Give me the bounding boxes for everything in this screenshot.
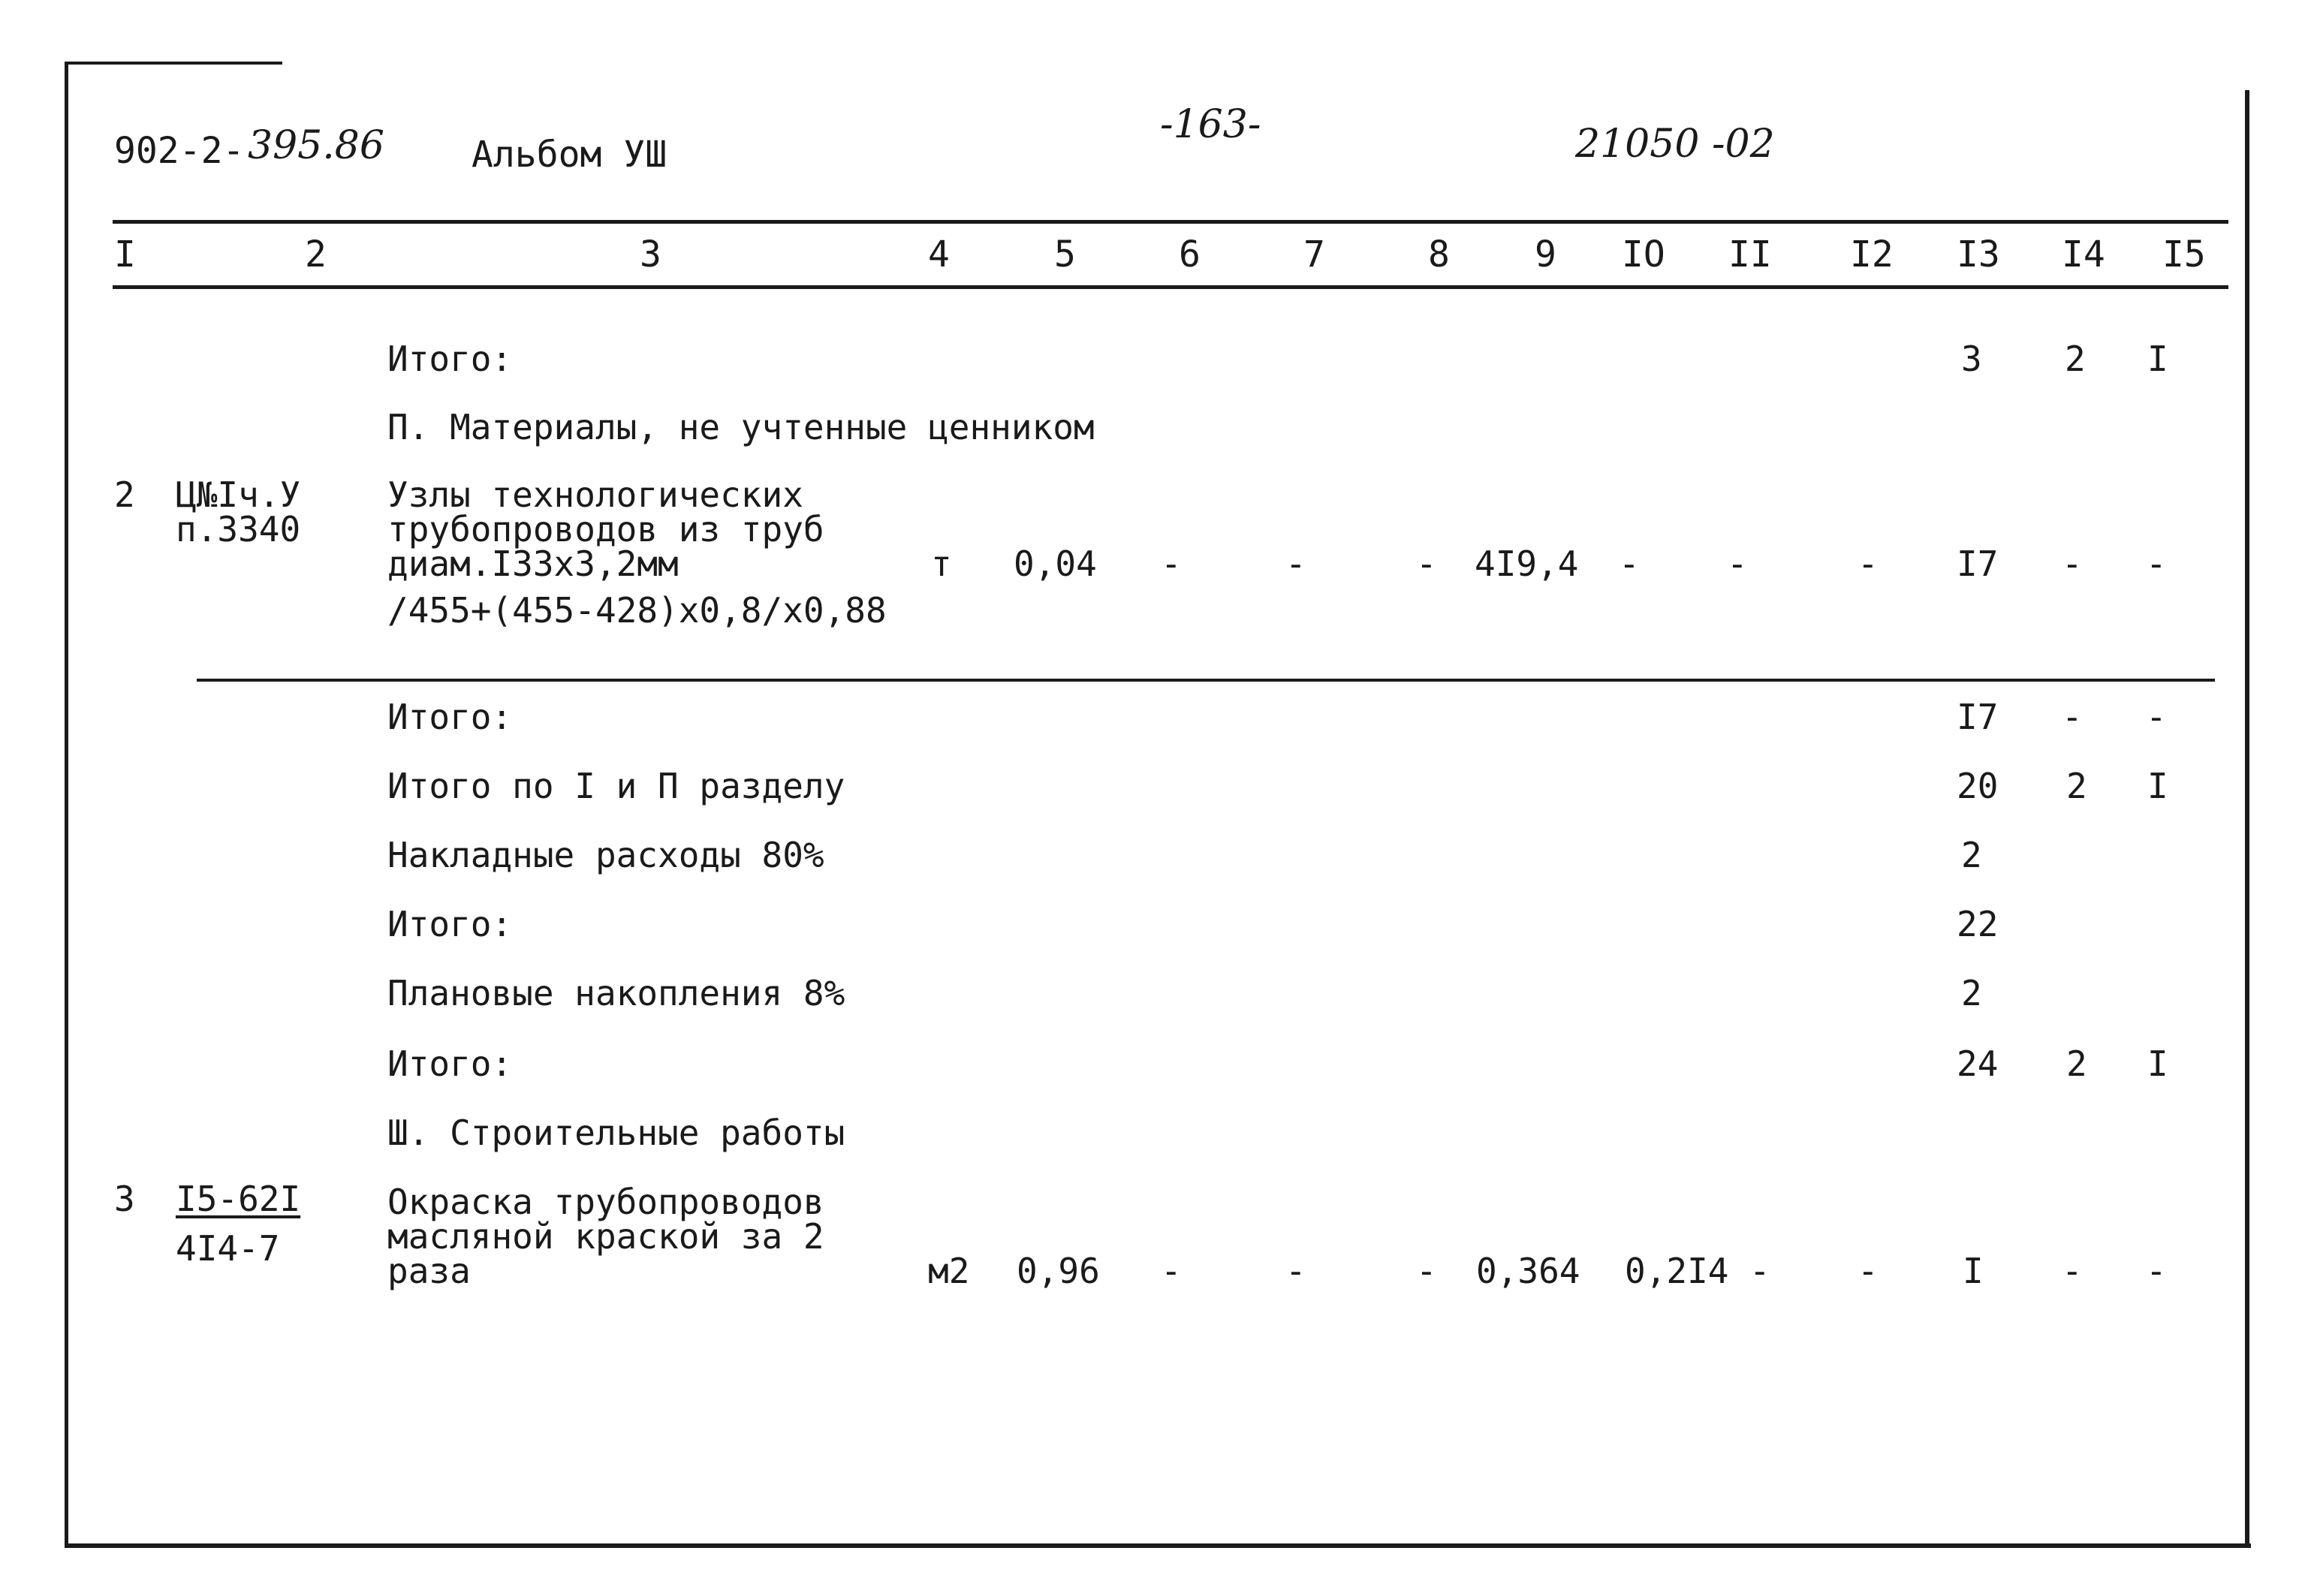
description-line: масляной краской за 2 [387, 1216, 824, 1257]
cell-col12: - [1858, 544, 1879, 584]
col-header-7: 7 [1303, 233, 1325, 276]
row-number: 3 [114, 1179, 135, 1219]
cell-col9: 0,364 [1476, 1251, 1580, 1291]
cell-col6: - [1161, 544, 1182, 584]
col-header-3: 3 [640, 233, 661, 276]
cell-col15: - [2146, 697, 2167, 737]
row-label: Плановые накопления 8% [387, 973, 845, 1013]
row-label: Накладные расходы 80% [387, 835, 824, 875]
section-title: П. Материалы, не учтенные ценником [387, 407, 1095, 447]
cell-col13: 22 [1957, 904, 1999, 944]
cell-col14: - [2062, 544, 2083, 584]
item-code-line: I5-62I [176, 1179, 301, 1219]
section-title: Ш. Строительные работы [387, 1113, 845, 1153]
col-header-10: IO [1622, 233, 1665, 276]
cell-col14: - [2062, 697, 2083, 737]
row-label: Итого по I и П разделу [387, 766, 845, 806]
cell-col14: - [2062, 1251, 2083, 1291]
item-code-line: 4I4-7 [176, 1228, 280, 1269]
description-line: раза [387, 1251, 471, 1291]
doc-code-handwritten: 395.86 [248, 123, 384, 168]
cell-col10: - [1619, 544, 1640, 584]
cell-col15: - [2146, 1251, 2167, 1291]
cell-col8: - [1416, 544, 1437, 584]
frame-right [2245, 90, 2249, 1546]
header-rule-top [113, 220, 2228, 224]
cell-col6: - [1161, 1251, 1182, 1291]
doc-code: 902-2- [114, 130, 245, 172]
item-code-line: п.3340 [176, 509, 301, 550]
item-code-line: Ц№Iч.У [176, 474, 301, 515]
cell-col15: I [2147, 1043, 2168, 1084]
row-label: Итого: [387, 904, 513, 944]
cell-unit: т [931, 544, 952, 584]
col-header-1: I [114, 233, 136, 276]
row-label: Итого: [387, 1043, 513, 1084]
cell-col15: I [2147, 766, 2168, 806]
cell-qty: 0,04 [1014, 544, 1097, 584]
separator-rule [197, 679, 2215, 682]
cell-col13: 24 [1957, 1043, 1999, 1084]
cell-col13: I7 [1957, 697, 1999, 737]
row-label: Итого: [387, 339, 513, 379]
col-header-5: 5 [1054, 233, 1076, 276]
frame-bottom [65, 1543, 2251, 1548]
col-header-2: 2 [305, 233, 327, 276]
page-number: -163- [1160, 102, 1261, 147]
estimate-number: 21050 -02 [1575, 122, 1775, 167]
cell-col12: - [1858, 1251, 1879, 1291]
col-header-11: II [1728, 233, 1772, 276]
col-header-14: I4 [2062, 233, 2105, 276]
col-header-15: I5 [2162, 233, 2206, 276]
description-line: Окраска трубопроводов [387, 1182, 824, 1222]
item-description [387, 474, 824, 584]
cell-col14: 2 [2066, 766, 2087, 806]
col-header-9: 9 [1535, 233, 1556, 276]
frame-left [65, 62, 68, 1548]
description-line: диам.I33x3,2мм [387, 544, 679, 584]
col-header-8: 8 [1428, 233, 1450, 276]
cell-col14: 2 [2066, 1043, 2087, 1084]
cell-col13: 2 [1961, 973, 1982, 1013]
col-header-12: I2 [1850, 233, 1894, 276]
album-label: Альбом УШ [472, 134, 667, 176]
cell-col13: 20 [1957, 766, 1999, 806]
cell-unit: м2 [928, 1251, 970, 1291]
cell-col13: I7 [1957, 544, 1999, 584]
cell-col7: - [1285, 544, 1306, 584]
cell-col15: - [2146, 544, 2167, 584]
col-header-13: I3 [1957, 233, 2000, 276]
header-rule-bottom [113, 285, 2228, 289]
cell-col11: - [1749, 1251, 1770, 1291]
cell-col9: 4I9,4 [1475, 544, 1579, 584]
cell-col13: 3 [1961, 339, 1982, 379]
description-line: Узлы технологических [387, 474, 803, 515]
cell-col14: 2 [2065, 339, 2086, 379]
cell-col7: - [1285, 1251, 1306, 1291]
cell-col13: 2 [1961, 835, 1982, 875]
frame-top-stub [66, 62, 282, 65]
cell-col13: I [1963, 1251, 1984, 1291]
col-header-6: 6 [1179, 233, 1201, 276]
cell-col15: I [2147, 339, 2168, 379]
cell-col10: 0,2I4 [1625, 1251, 1729, 1291]
row-number: 2 [114, 474, 135, 515]
cell-col11: - [1727, 544, 1748, 584]
col-header-4: 4 [928, 233, 950, 276]
cell-qty: 0,96 [1017, 1251, 1100, 1291]
description-line: трубопроводов из труб [387, 509, 824, 550]
item-formula: /455+(455-428)x0,8/x0,88 [387, 590, 887, 631]
row-label: Итого: [387, 697, 513, 737]
item-description [387, 1182, 824, 1291]
item-code [176, 474, 301, 550]
cell-col8: - [1416, 1251, 1437, 1291]
